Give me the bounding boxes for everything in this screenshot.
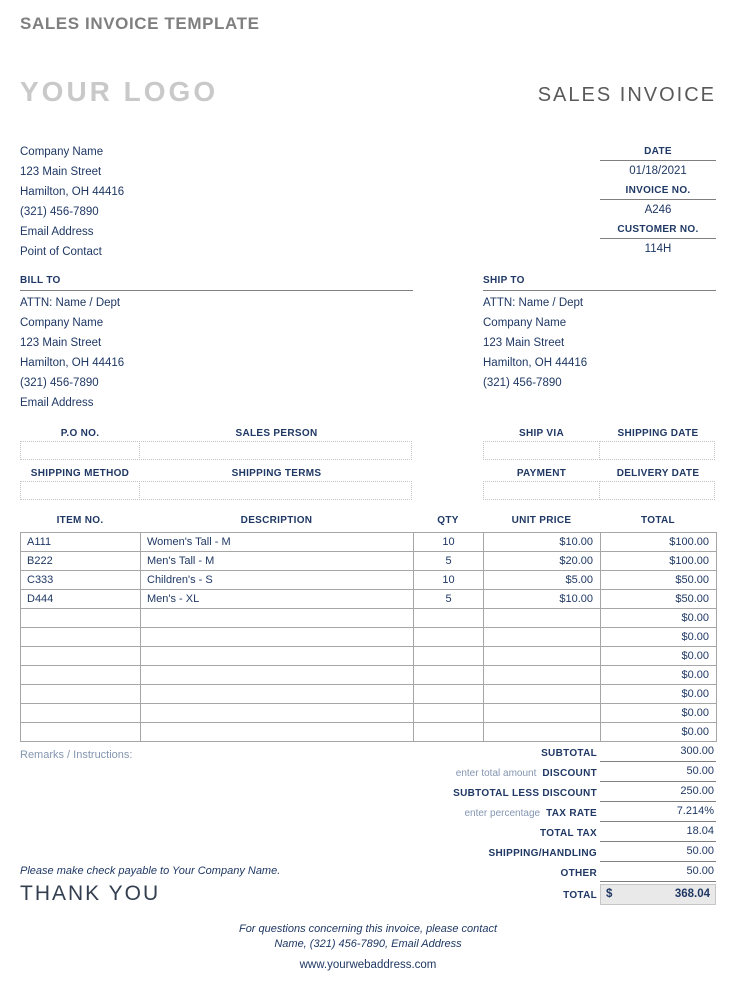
payment-input[interactable] [483,481,600,500]
description-cell: Children's - S [141,571,414,590]
company-email: Email Address [20,226,94,238]
payment-label: PAYMENT [516,468,567,479]
subtotal-row [380,742,716,762]
unit-price-cell: $5.00 [484,571,601,590]
unit-price-cell[interactable] [484,628,601,647]
discount-hint: enter total amount [455,768,537,779]
total-tax-label: TOTAL TAX [540,828,597,839]
grand-total-label: TOTAL [563,890,597,901]
shipping-date-label: SHIPPING DATE [617,428,699,439]
ship-via-input[interactable] [483,441,600,460]
item-no-cell[interactable] [21,685,141,704]
table-row-empty [21,723,717,742]
qty-cell[interactable] [414,723,484,742]
qty-cell[interactable] [414,685,484,704]
item-no-cell[interactable] [21,628,141,647]
bill-to-attn: ATTN: Name / Dept [20,297,121,309]
table-row [21,552,717,571]
other-row [380,862,716,882]
unit-price-cell[interactable] [484,666,601,685]
description-cell[interactable] [141,723,414,742]
currency-symbol: $ [606,887,613,900]
unit-price-cell[interactable] [484,609,601,628]
bottom-section [20,742,716,906]
discount-row [380,762,716,782]
unit-price-cell[interactable] [484,723,601,742]
bill-to-section [20,275,413,413]
ship-to-street: 123 Main Street [483,337,565,349]
items-table [20,532,717,742]
tax-rate-row [380,802,716,822]
subtotal-value: 300.00 [600,742,716,762]
description-cell[interactable] [141,628,414,647]
bill-to-phone: (321) 456-7890 [20,377,99,389]
tax-rate-value[interactable]: 7.214% [600,802,716,822]
table-row-empty [21,704,717,723]
qty-cell[interactable] [414,666,484,685]
description-cell: Men's Tall - M [141,552,414,571]
invoice-no-label: INVOICE NO. [600,181,716,200]
description-cell[interactable] [141,704,414,723]
description-cell[interactable] [141,685,414,704]
bill-to-email: Email Address [20,397,94,409]
grand-total-row [380,882,716,906]
po-no-input[interactable] [20,441,140,460]
ship-to-city: Hamilton, OH 44416 [483,357,588,369]
footer-contact-line1: For questions concerning this invoice, please contact [238,923,498,935]
total-cell: $0.00 [601,628,717,647]
total-cell: $0.00 [601,666,717,685]
subtotal-less-discount-label: SUBTOTAL LESS DISCOUNT [453,788,597,799]
qty-header: QTY [437,515,459,526]
ship-to-section [483,275,716,413]
qty-cell[interactable] [414,609,484,628]
table-row-empty [21,666,717,685]
ship-to-company: Company Name [483,317,567,329]
shipping-terms-label: SHIPPING TERMS [231,468,322,479]
total-cell: $0.00 [601,723,717,742]
bill-to-street: 123 Main Street [20,337,102,349]
total-cell: $50.00 [601,590,717,609]
unit-price-cell[interactable] [484,647,601,666]
company-info-block [20,142,124,262]
date-label: DATE [600,142,716,161]
company-name: Company Name [20,146,104,158]
bill-to-city: Hamilton, OH 44416 [20,357,125,369]
invoice-no-value: A246 [644,204,672,216]
table-row-empty [21,685,717,704]
addresses-row [20,275,716,413]
ship-to-label: SHIP TO [483,275,716,291]
item-no-cell: D444 [21,590,141,609]
items-table-header [20,514,716,528]
description-cell[interactable] [141,609,414,628]
item-no-header: ITEM NO. [56,515,104,526]
remarks-label: Remarks / Instructions: [20,749,133,761]
company-phone: (321) 456-7890 [20,206,99,218]
total-cell: $100.00 [601,533,717,552]
shipping-handling-row [380,842,716,862]
company-city: Hamilton, OH 44416 [20,186,125,198]
item-no-cell: A111 [21,533,141,552]
remarks-input-area[interactable] [20,761,380,865]
totals-section [380,742,716,906]
subtotal-label: SUBTOTAL [541,748,597,759]
delivery-date-input[interactable] [599,481,715,500]
unit-price-cell: $10.00 [484,533,601,552]
total-tax-row [380,822,716,842]
table-row-empty [21,628,717,647]
table-row-empty [21,647,717,666]
tax-rate-label: TAX RATE [546,808,597,819]
qty-cell: 5 [414,590,484,609]
total-header: TOTAL [641,515,675,526]
sales-person-input[interactable] [139,441,412,460]
other-value[interactable]: 50.00 [600,862,716,882]
total-cell: $0.00 [601,704,717,723]
ship-via-label: SHIP VIA [518,428,564,439]
shipping-handling-value[interactable]: 50.00 [600,842,716,862]
unit-price-cell: $20.00 [484,552,601,571]
logo-row [20,76,716,108]
footer-website-link[interactable]: www.yourwebaddress.com [299,959,437,971]
total-cell: $100.00 [601,552,717,571]
remarks-and-notes [20,742,380,906]
ship-to-phone: (321) 456-7890 [483,377,562,389]
shipping-method-label: SHIPPING METHOD [30,468,130,479]
table-row [21,571,717,590]
qty-cell: 10 [414,571,484,590]
description-header: DESCRIPTION [240,515,313,526]
document-title: SALES INVOICE [537,84,716,106]
tax-rate-hint: enter percentage [464,808,541,819]
footer-contact-line2: Name, (321) 456-7890, Email Address [274,938,462,950]
customer-no-value: 114H [644,243,672,255]
qty-cell[interactable] [414,704,484,723]
shipping-fields-right [483,427,716,500]
table-row-empty [21,609,717,628]
qty-cell[interactable] [414,647,484,666]
footer [20,922,716,971]
discount-label: DISCOUNT [542,768,597,779]
date-value: 01/18/2021 [629,165,687,177]
discount-value[interactable]: 50.00 [600,762,716,782]
payable-note-group [20,865,380,906]
table-row [21,590,717,609]
company-meta-row [20,142,716,262]
company-logo-placeholder: YOUR LOGO [20,76,219,107]
item-no-cell[interactable] [21,723,141,742]
unit-price-cell: $10.00 [484,590,601,609]
shipping-method-input[interactable] [20,481,140,500]
page-title: SALES INVOICE TEMPLATE [20,14,260,33]
item-no-cell[interactable] [21,704,141,723]
qty-cell: 5 [414,552,484,571]
shipping-date-input[interactable] [599,441,715,460]
customer-no-label: CUSTOMER NO. [600,220,716,239]
check-payable-note: Please make check payable to Your Company Name. [20,865,281,877]
ship-to-attn: ATTN: Name / Dept [483,297,584,309]
bill-to-label: BILL TO [20,275,413,291]
description-cell: Men's - XL [141,590,414,609]
company-street: 123 Main Street [20,166,102,178]
item-no-cell: C333 [21,571,141,590]
description-cell[interactable] [141,647,414,666]
invoice-meta-block [600,142,716,262]
total-tax-value: 18.04 [600,822,716,842]
item-no-cell[interactable] [21,609,141,628]
grand-total-box [600,884,716,905]
other-label: OTHER [560,868,597,879]
thank-you-text: THANK YOU [20,882,161,905]
description-cell: Women's Tall - M [141,533,414,552]
po-no-label: P.O NO. [60,428,100,439]
total-cell: $0.00 [601,685,717,704]
qty-cell: 10 [414,533,484,552]
total-cell: $0.00 [601,647,717,666]
shipping-handling-label: SHIPPING/HANDLING [488,848,597,859]
unit-price-cell[interactable] [484,685,601,704]
shipping-fields-left [20,427,413,500]
bill-to-company: Company Name [20,317,104,329]
item-no-cell[interactable] [21,647,141,666]
description-cell[interactable] [141,666,414,685]
item-no-cell[interactable] [21,666,141,685]
delivery-date-label: DELIVERY DATE [616,468,700,479]
shipping-terms-input[interactable] [139,481,412,500]
company-contact: Point of Contact [20,246,102,258]
unit-price-cell[interactable] [484,704,601,723]
sales-person-label: SALES PERSON [235,428,318,439]
total-cell: $0.00 [601,609,717,628]
subtotal-less-discount-value: 250.00 [600,782,716,802]
table-row [21,533,717,552]
unit-price-header: UNIT PRICE [511,515,572,526]
item-no-cell: B222 [21,552,141,571]
qty-cell[interactable] [414,628,484,647]
subtotal-less-discount-row [380,782,716,802]
shipping-fields-row [20,427,716,500]
total-cell: $50.00 [601,571,717,590]
grand-total-value: 368.04 [674,887,710,900]
